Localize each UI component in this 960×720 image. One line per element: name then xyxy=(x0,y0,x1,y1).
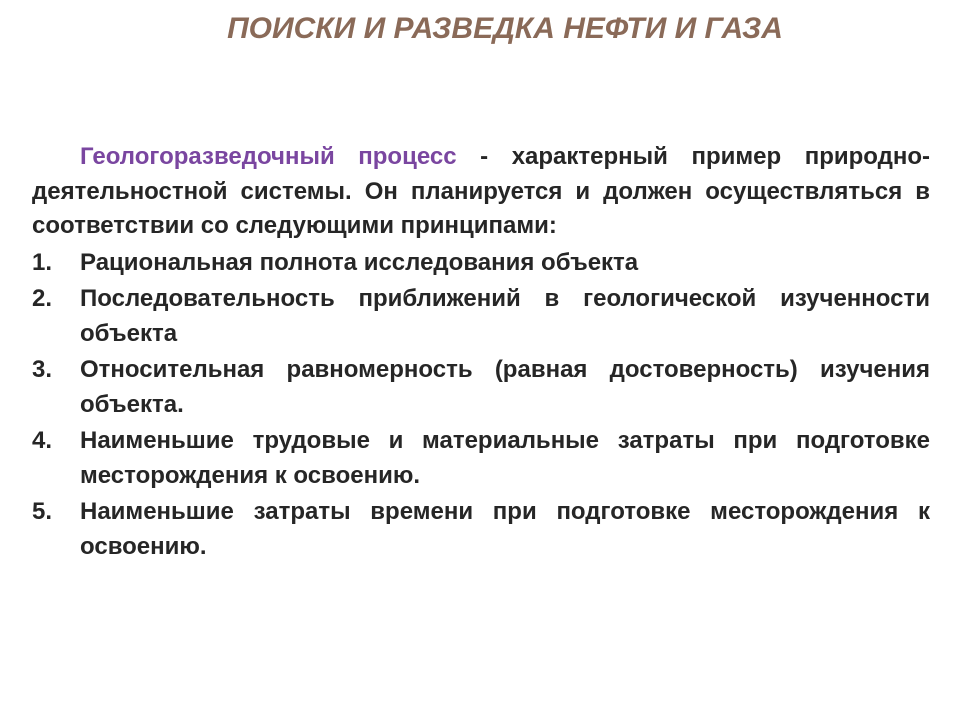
slide-body xyxy=(32,140,930,564)
intro-term: Геологоразведочный процесс xyxy=(80,143,457,170)
list-item-number: 3. xyxy=(32,356,53,383)
list-item-number: 2. xyxy=(32,285,53,312)
list-item xyxy=(32,353,930,422)
list-item-text: Рациональная полнота исследования объекта xyxy=(80,248,639,276)
list-item xyxy=(32,282,930,351)
list-item-text: Относительная равномерность (равная достоверность) изучения объекта. xyxy=(80,356,930,418)
list-item-text: Наименьшие трудовые и материальные затраты при подготовке месторождения к освоению. xyxy=(80,427,930,489)
list-item-number: 5. xyxy=(32,498,53,525)
principles-list xyxy=(32,246,930,565)
list-item xyxy=(32,495,930,564)
list-item xyxy=(32,246,930,281)
list-item xyxy=(32,424,930,493)
slide-title: ПОИСКИ И РАЗВЕДКА НЕФТИ И ГАЗА xyxy=(227,12,783,45)
list-item-number: 4. xyxy=(32,427,53,454)
list-item-text: Последовательность приближений в геологической изученности объекта xyxy=(80,285,930,347)
list-item-number: 1. xyxy=(32,248,53,276)
intro-paragraph xyxy=(32,140,930,244)
intro-text: - характерный пример природно-деятельностной системы. Он планируется и должен осуществляться в соответствии со следующими принципами: xyxy=(32,143,930,239)
list-item-text: Наименьшие затраты времени при подготовке месторождения к освоению. xyxy=(80,498,930,560)
